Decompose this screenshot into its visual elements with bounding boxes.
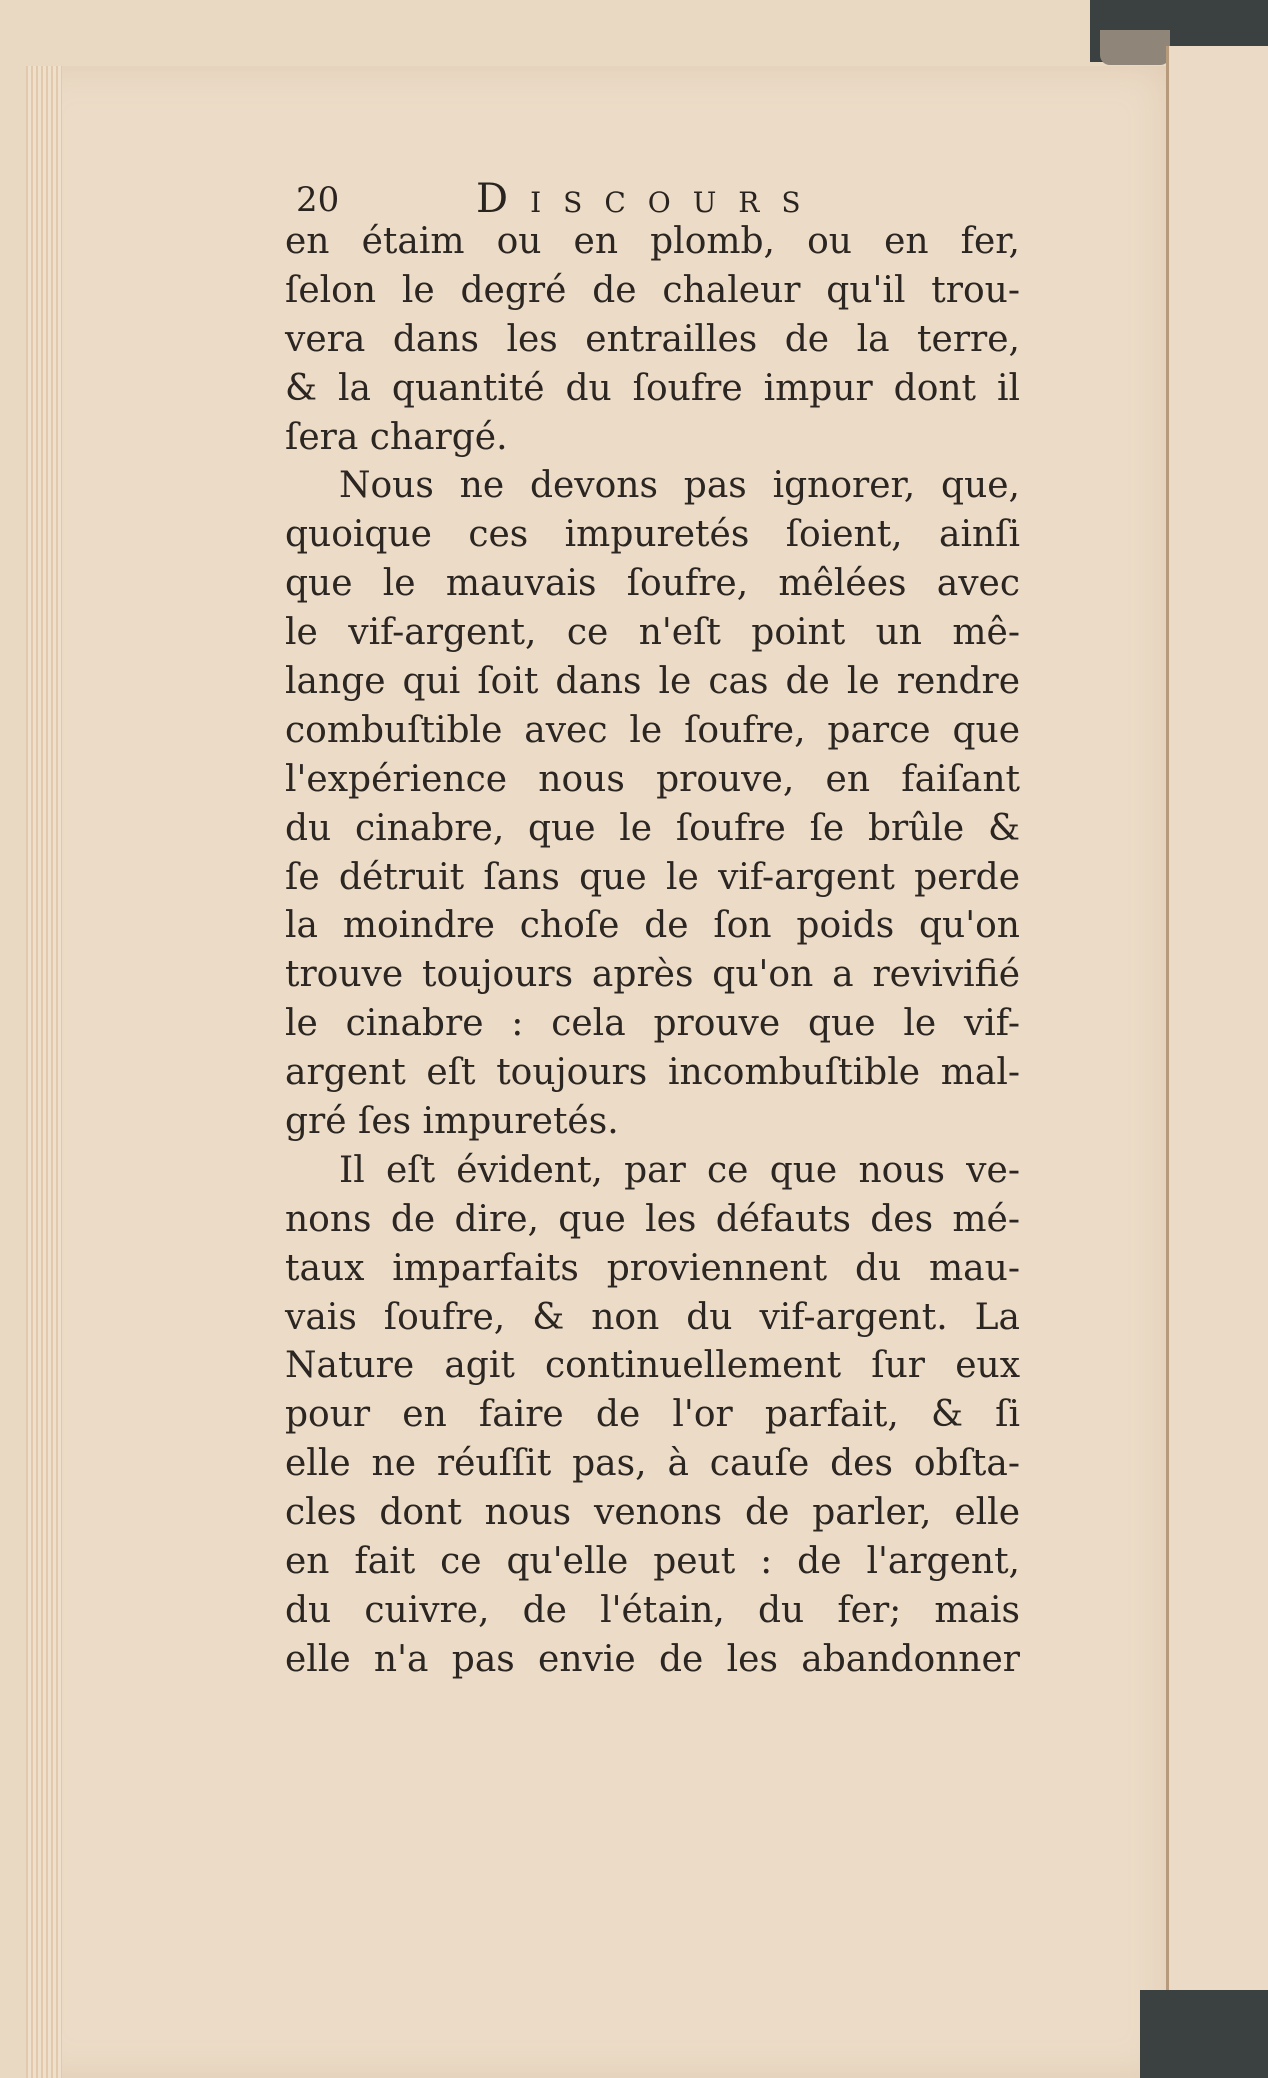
- text-line: que le mauvais ſoufre, mêlées avec: [285, 563, 1020, 605]
- text-line: & la quantité du ſoufre impur dont il: [285, 367, 1020, 409]
- text-line: quoique ces impuretés ſoient, ainſi: [285, 514, 1020, 556]
- text-line: lange qui ſoit dans le cas de le rendre: [285, 661, 1020, 703]
- book-cover-background-bottom: [1140, 1990, 1268, 2078]
- text-line: du cinabre, que le ſoufre ſe brûle &: [285, 807, 1020, 849]
- running-head: Discours: [476, 176, 823, 222]
- text-line: elle n'a pas envie de les abandonner: [285, 1638, 1020, 1680]
- book-headband: [1100, 30, 1170, 65]
- text-line: nons de dire, que les défauts des mé-: [285, 1198, 1020, 1240]
- text-line: le vif-argent, ce n'eſt point un mê-: [285, 612, 1020, 654]
- text-line: l'expérience nous prouve, en faiſant: [285, 758, 1020, 800]
- text-line: taux imparfaits proviennent du mau-: [285, 1247, 1020, 1289]
- page-number: 20: [296, 180, 340, 220]
- text-line: pour en faire de l'or parfait, & ſi: [285, 1394, 1020, 1436]
- text-line: cles dont nous venons de parler, elle: [285, 1492, 1020, 1534]
- text-line: ſelon le degré de chaleur qu'il trou-: [285, 269, 1020, 311]
- text-line: Nous ne devons pas ignorer, que,: [339, 465, 1020, 507]
- text-line: Il eſt évident, par ce que nous ve-: [339, 1149, 1020, 1191]
- text-line: Nature agit continuellement ſur eux: [285, 1345, 1020, 1387]
- text-line: le cinabre : cela prouve que le vif-: [285, 1003, 1020, 1045]
- text-line: combuſtible avec le ſoufre, parce que: [285, 709, 1020, 751]
- text-line: trouve toujours après qu'on a revivifié: [285, 954, 1020, 996]
- text-line: ſera chargé.: [285, 416, 508, 458]
- text-line: elle ne réuſſit pas, à cauſe des obſta-: [285, 1443, 1020, 1485]
- text-line: en étaim ou en plomb, ou en fer,: [285, 221, 1020, 262]
- text-line: ſe détruit ſans que le vif-argent perde: [285, 856, 1020, 898]
- text-line: gré ſes impuretés.: [285, 1101, 619, 1143]
- page-edges: [26, 66, 62, 2078]
- text-line: argent eſt toujours incombuſtible mal-: [285, 1052, 1020, 1094]
- text-line: en fait ce qu'elle peut : de l'argent,: [285, 1541, 1020, 1583]
- body-text: [285, 218, 1020, 1685]
- text-line: vera dans les entrailles de la terre,: [285, 318, 1020, 360]
- text-line: la moindre choſe de ſon poids qu'on: [285, 905, 1020, 947]
- book-page-right: [1166, 46, 1268, 2078]
- text-line: du cuivre, de l'étain, du fer; mais: [285, 1589, 1020, 1631]
- text-line: vais ſoufre, & non du vif-argent. La: [285, 1296, 1020, 1338]
